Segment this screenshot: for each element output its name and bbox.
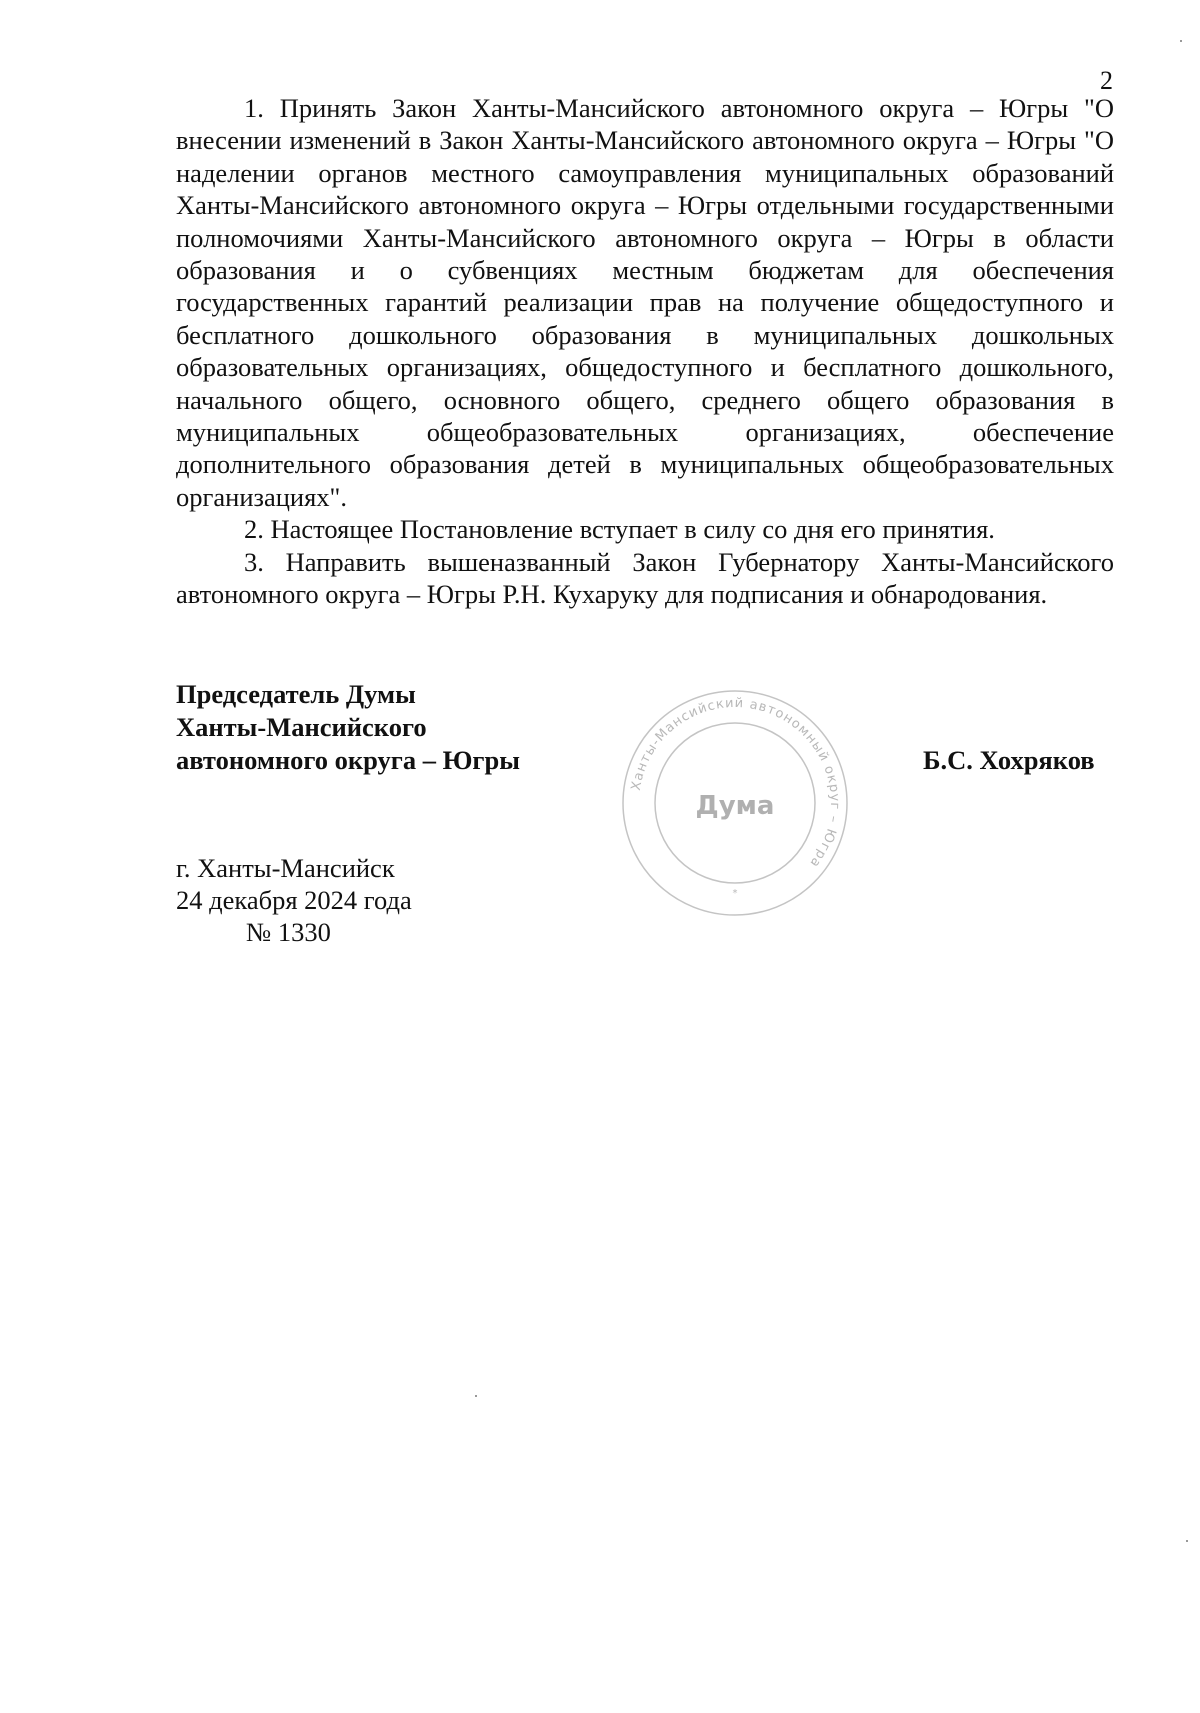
paragraph-3: 3. Направить вышеназванный Закон Губернатору Ханты-Мансийского автономного округа – Югры Р.Н. Кухаруку для подписания и обнародования.: [176, 546, 1114, 610]
official-seal: [620, 688, 850, 918]
signatory-title-line: Председатель Думы: [176, 679, 416, 709]
svg-text:Ханты-Мансийский автономный ок: [629, 696, 842, 871]
issuance-details: [176, 852, 412, 948]
seal-center-text: Дума: [695, 791, 775, 821]
paragraph-2: 2. Настоящее Постановление вступает в силу со дня его принятия.: [244, 514, 995, 545]
issuance-city: г. Ханты-Мансийск: [176, 853, 395, 883]
seal-star-icon: *: [732, 888, 738, 899]
scan-artifact: [475, 1395, 477, 1397]
document-number: № 1330: [246, 917, 331, 947]
seal-ring-text: Ханты-Мансийский автономный округ – Югра: [628, 695, 843, 871]
signer-name: Б.С. Хохряков: [923, 745, 1095, 775]
signatory-title-line: автономного округа – Югры: [176, 745, 520, 775]
signatory-title-line: Ханты-Мансийского: [176, 712, 427, 742]
resolution-body: [176, 92, 1114, 611]
page-number: 2: [1100, 66, 1113, 95]
signatory-title: [176, 678, 520, 777]
scan-artifact: [1180, 40, 1182, 42]
issuance-date: 24 декабря 2024 года: [176, 885, 412, 915]
paragraph-1: 1. Принять Закон Ханты-Мансийского автономного округа – Югры "О внесении изменений в Закон Ханты-Мансийского автономного округа – Югры "О наделении органов местного самоуправления муниципальных образований Ханты-Мансийского автономного округа – Югры отдельными государственными полномочиями Ханты-Мансийского автономного округа – Югры в области образования и о субвенциях местным бюджетам для обеспечения государственных гарантий реализации прав на получение общедоступного и бесплатного дошкольного образования в муниципальных дошкольных образовательных организациях, общедоступного и бесплатного дошкольного, начального общего, основного общего, среднего общего образования в муниципальных общеобразовательных организациях, обеспечение дополнительного образования детей в муниципальных общеобразовательных организациях".: [176, 93, 1114, 512]
scan-artifact: [1186, 1540, 1188, 1542]
